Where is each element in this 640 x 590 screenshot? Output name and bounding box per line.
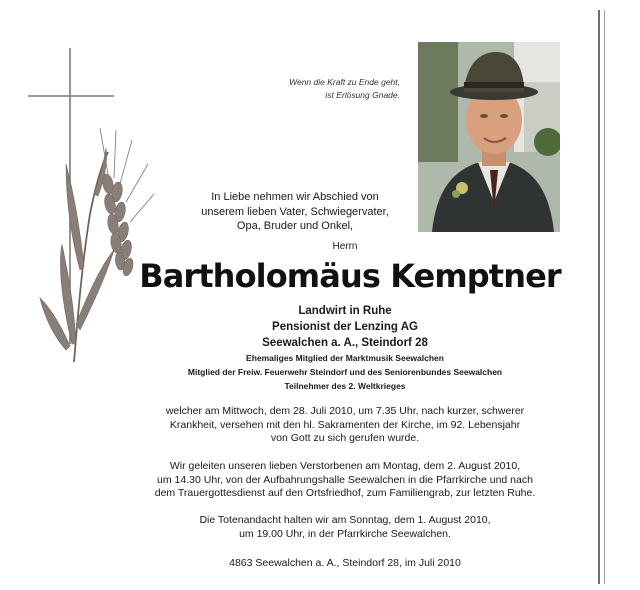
intro-line: Opa, Bruder und Onkel, xyxy=(236,220,354,232)
paragraph-line: um 14.30 Uhr, von der Aufbahrungshalle Seewalchen in die Pfarrkirche und nach xyxy=(157,473,533,486)
vigil-paragraph xyxy=(100,514,590,541)
intro-line: In Liebe nehmen wir Abschied von xyxy=(211,191,379,203)
role-line: Landwirt in Ruhe xyxy=(298,305,392,317)
intro-text xyxy=(160,190,430,234)
funeral-paragraph xyxy=(100,460,590,501)
portrait-photo xyxy=(418,42,560,232)
deceased-name: Bartholomäus Kemptner xyxy=(139,257,561,295)
salutation: Herrn xyxy=(332,241,358,252)
wheat-ear-icon xyxy=(40,128,154,362)
quote-line: Wenn die Kraft zu Ende geht, xyxy=(289,77,400,87)
paragraph-line: dem Trauergottesdienst auf den Ortsfriedhof, zum Familiengrab, zur letzten Ruhe. xyxy=(154,487,536,499)
quote-line: ist Erlösung Gnade. xyxy=(325,90,400,100)
closing-line xyxy=(100,557,590,571)
paragraph-line: Krankheit, versehen mit den hl. Sakramenten der Kirche, im 92. Lebensjahr xyxy=(169,418,521,431)
honor-line: Teilnehmer des 2. Weltkrieges xyxy=(284,381,406,391)
paragraph-line: Wir geleiten unseren lieben Verstorbenen am Montag, dem 2. August 2010, xyxy=(169,460,521,472)
role-line: Seewalchen a. A., Steindorf 28 xyxy=(262,337,428,349)
paragraph-line: Die Totenandacht halten wir am Sonntag, dem 1. August 2010, xyxy=(199,514,491,526)
paragraph-line: welcher am Mittwoch, dem 28. Juli 2010, um 7.35 Uhr, nach kurzer, schwerer xyxy=(165,405,525,417)
role-line: Pensionist der Lenzing AG xyxy=(272,321,418,333)
cross-wheat-illustration xyxy=(22,44,162,374)
right-border-line xyxy=(598,10,600,584)
closing-text: 4863 Seewalchen a. A., Steindorf 28, im Juli 2010 xyxy=(229,557,461,569)
memorial-quote xyxy=(230,76,400,102)
intro-line: unserem lieben Vater, Schwiegervater, xyxy=(201,205,389,218)
right-border-line-inner xyxy=(604,10,605,584)
death-paragraph xyxy=(100,405,590,446)
paragraph-line: von Gott zu sich gerufen wurde. xyxy=(270,432,420,444)
honor-line: Ehemaliges Mitglied der Marktmusik Seewalchen xyxy=(246,353,444,363)
honor-line: Mitglied der Freiw. Feuerwehr Steindorf und des Seniorenbundes Seewalchen xyxy=(187,367,503,377)
paragraph-line: um 19.00 Uhr, in der Pfarrkirche Seewalchen. xyxy=(239,527,451,540)
